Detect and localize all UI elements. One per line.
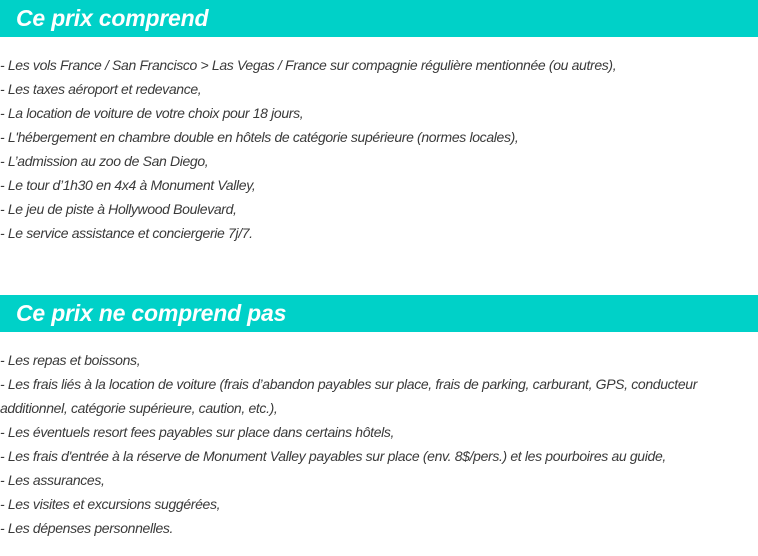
list-item: - Les frais d'entrée à la réserve de Monument Valley payables sur place (env. 8$/pers.) et les pourboires au guide, <box>0 448 666 464</box>
section-header-included <box>0 0 758 37</box>
section-title-excluded: Ce prix ne comprend pas <box>16 300 287 326</box>
list-item: - Le service assistance et conciergerie 7j/7. <box>0 225 253 241</box>
section-header-excluded <box>0 295 758 332</box>
list-item: - Le tour d’1h30 en 4x4 à Monument Valley, <box>0 177 256 193</box>
included-list <box>0 53 758 245</box>
list-item: - Le jeu de piste à Hollywood Boulevard, <box>0 201 237 217</box>
list-item: - L'hébergement en chambre double en hôtels de catégorie supérieure (normes locales), <box>0 129 519 145</box>
list-item: - Les assurances, <box>0 472 105 488</box>
excluded-list <box>0 348 758 540</box>
list-item: - Les visites et excursions suggérées, <box>0 496 221 512</box>
list-item: - Les taxes aéroport et redevance, <box>0 81 202 97</box>
list-item: - L’admission au zoo de San Diego, <box>0 153 209 169</box>
list-item: - Les éventuels resort fees payables sur place dans certains hôtels, <box>0 424 395 440</box>
list-item: - Les dépenses personnelles. <box>0 520 174 536</box>
list-item: - Les frais liés à la location de voiture (frais d’abandon payables sur place, frais de parking, carburant, GPS, conducteur additionnel, catégorie supérieure, caution, etc.), <box>0 376 698 416</box>
section-title-included: Ce prix comprend <box>16 5 209 31</box>
list-item: - La location de voiture de votre choix pour 18 jours, <box>0 105 304 121</box>
list-item: - Les vols France / San Francisco > Las Vegas / France sur compagnie régulière mentionnée (ou autres), <box>0 57 617 73</box>
list-item: - Les repas et boissons, <box>0 352 141 368</box>
